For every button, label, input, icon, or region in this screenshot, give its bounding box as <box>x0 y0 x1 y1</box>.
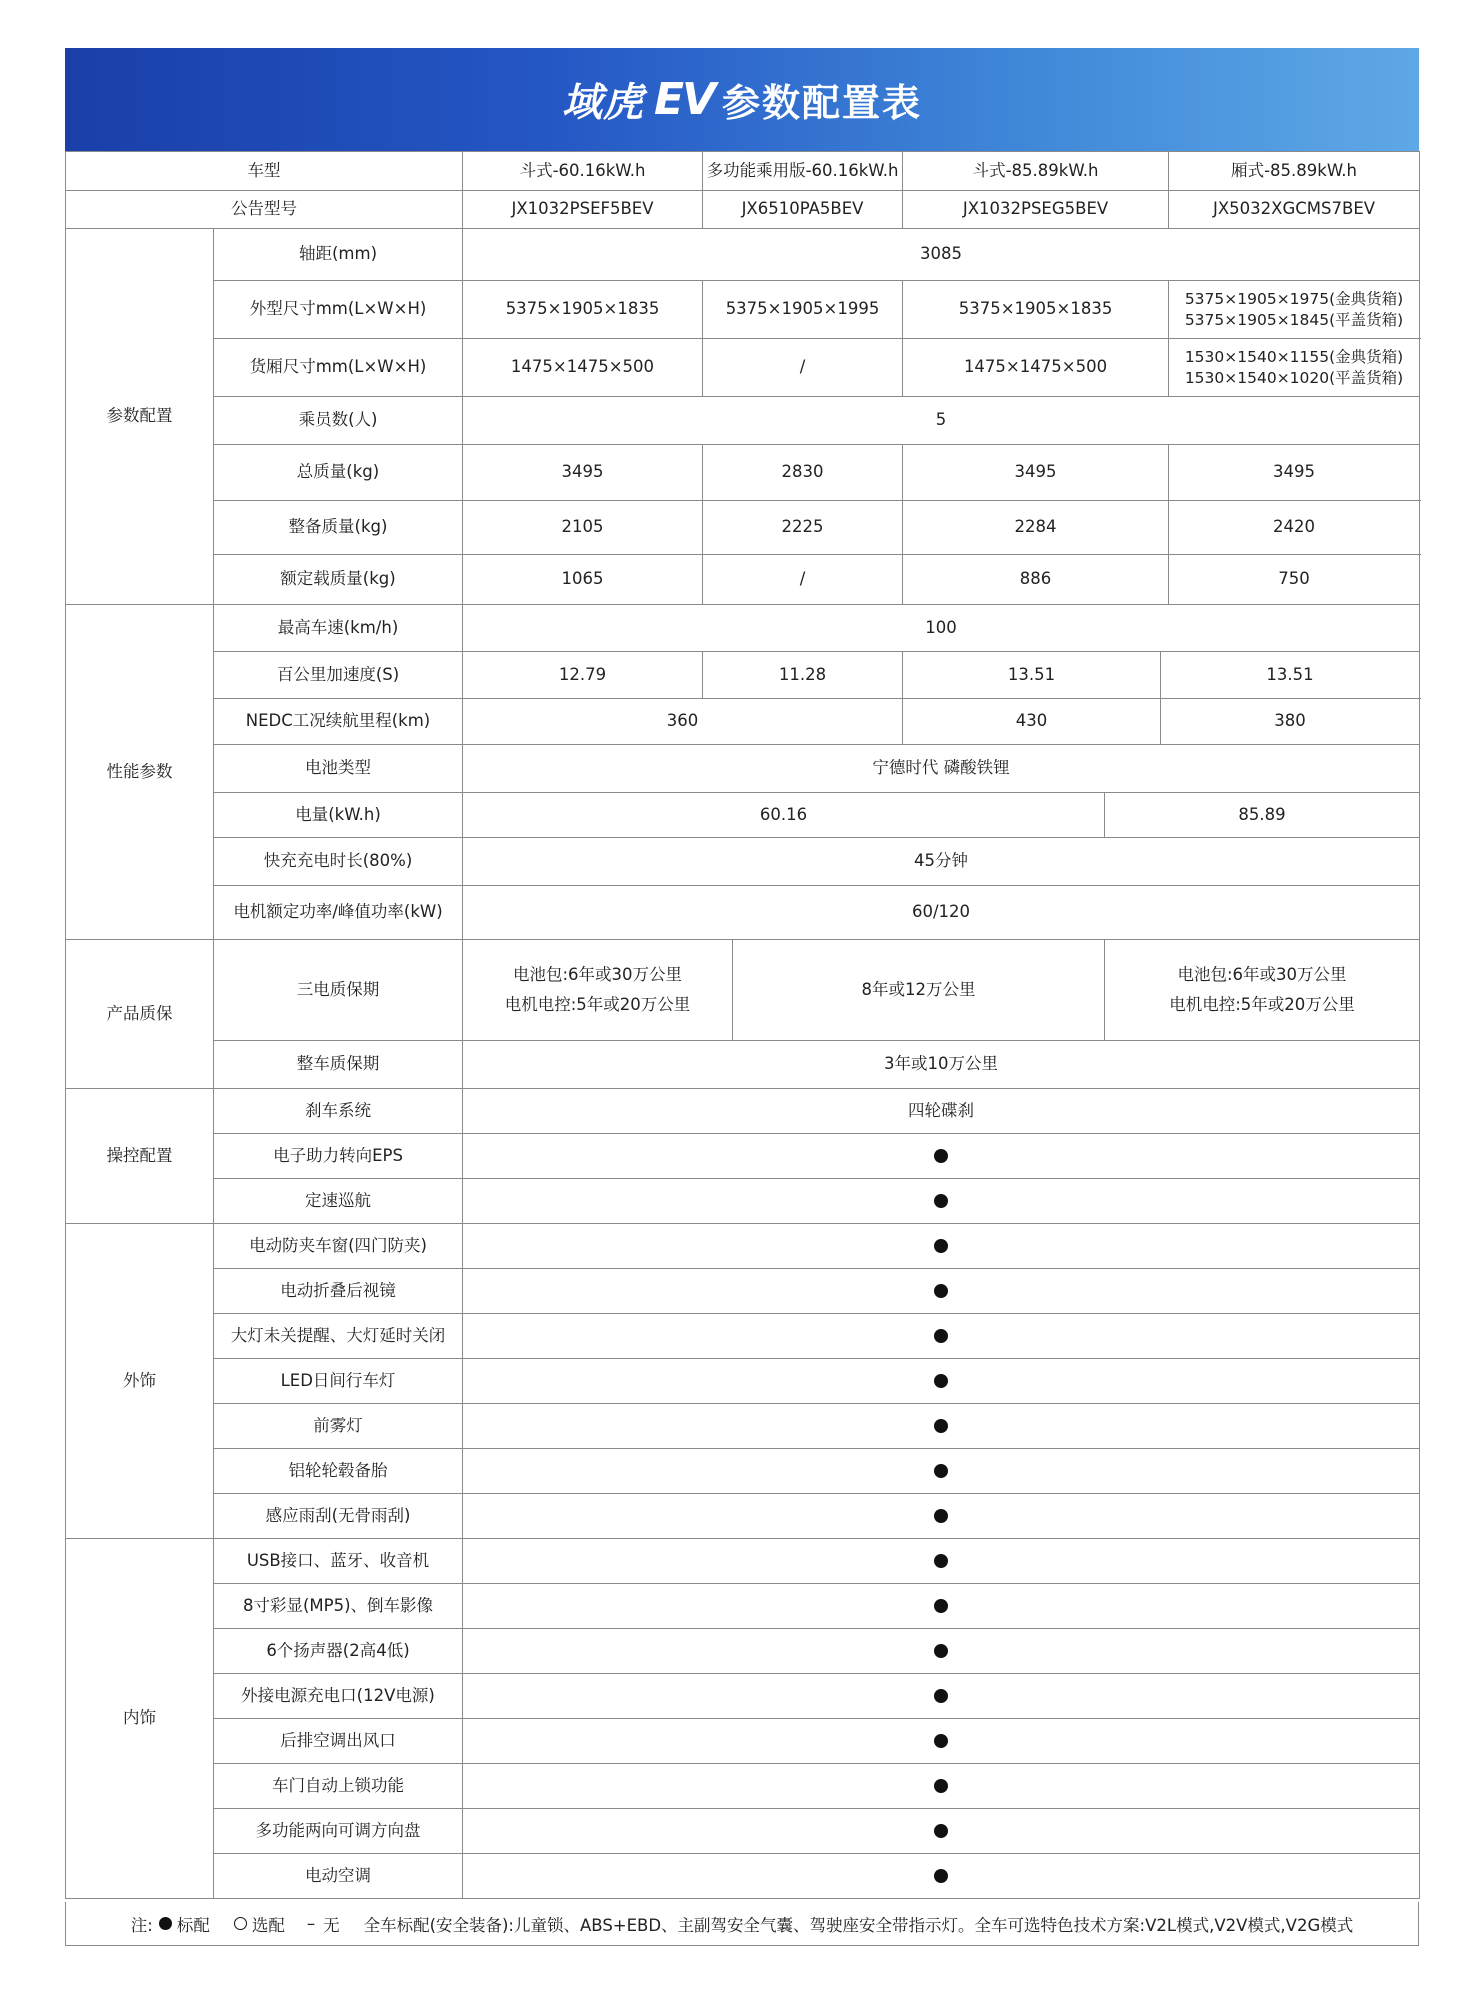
cell-value: 8年或12万公里 <box>733 940 1105 1041</box>
model-name: 斗式-85.89kW.h <box>903 152 1169 191</box>
table-row <box>66 1449 1420 1494</box>
cell-value: 5375×1905×1835 <box>903 281 1169 339</box>
cell-value: 3年或10万公里 <box>463 1041 1420 1089</box>
row-label: 总质量(kg) <box>214 445 463 501</box>
standard-dot-icon <box>934 1194 948 1208</box>
row-label: 电动折叠后视镜 <box>214 1269 463 1314</box>
cell-line: 电机电控:5年或20万公里 <box>1169 995 1355 1014</box>
standard-dot-icon <box>934 1779 948 1793</box>
note-optional: 选配 <box>251 1915 285 1935</box>
model-name: 斗式-60.16kW.h <box>463 152 703 191</box>
title-banner <box>65 48 1419 151</box>
standard-mark <box>463 1674 1420 1719</box>
standard-dot-icon <box>934 1869 948 1883</box>
standard-dot-icon <box>934 1509 948 1523</box>
cell-value: 886 <box>903 555 1169 605</box>
row-label: USB接口、蓝牙、收音机 <box>214 1539 463 1584</box>
row-label: 感应雨刮(无骨雨刮) <box>214 1494 463 1539</box>
row-label: 外接电源充电口(12V电源) <box>214 1674 463 1719</box>
cell-value-multiline <box>1169 339 1420 397</box>
cell-value: 2284 <box>903 501 1169 555</box>
standard-mark <box>463 1854 1420 1899</box>
standard-mark <box>463 1584 1420 1629</box>
table-row <box>66 1269 1420 1314</box>
standard-dot-icon <box>934 1554 948 1568</box>
table-row <box>66 281 1420 339</box>
row-label: 多功能两向可调方向盘 <box>214 1809 463 1854</box>
row-label: 乘员数(人) <box>214 397 463 445</box>
standard-mark <box>463 1134 1420 1179</box>
table-row <box>66 1041 1420 1089</box>
row-label: 车门自动上锁功能 <box>214 1764 463 1809</box>
cell-line: 5375×1905×1845(平盖货箱) <box>1184 310 1404 329</box>
model-name: 厢式-85.89kW.h <box>1169 152 1420 191</box>
table-row <box>66 940 1420 1041</box>
cell-line: 电池包:6年或30万公里 <box>512 964 683 984</box>
spec-table <box>65 151 1420 1899</box>
notice-label: 公告型号 <box>66 191 463 229</box>
standard-mark <box>463 1269 1420 1314</box>
standard-mark <box>463 1494 1420 1539</box>
table-row <box>66 1764 1420 1809</box>
row-label: 三电质保期 <box>214 940 463 1041</box>
row-label: 最高车速(km/h) <box>214 605 463 652</box>
cell-value: 3085 <box>463 229 1420 281</box>
standard-mark <box>463 1539 1420 1584</box>
standard-dot-icon <box>159 1917 172 1930</box>
standard-mark <box>463 1179 1420 1224</box>
cell-value: 5375×1905×1995 <box>703 281 903 339</box>
row-label: 额定载质量(kg) <box>214 555 463 605</box>
row-label: 电池类型 <box>214 745 463 793</box>
cell-value: 3495 <box>463 445 703 501</box>
standard-mark <box>463 1719 1420 1764</box>
row-label: 整车质保期 <box>214 1041 463 1089</box>
table-row <box>66 152 1420 191</box>
cell-value-multiline <box>463 940 733 1041</box>
standard-dot-icon <box>934 1644 948 1658</box>
table-row <box>66 745 1420 793</box>
row-label: 电量(kW.h) <box>214 793 463 838</box>
cell-value: 2830 <box>703 445 903 501</box>
cell-value: 1475×1475×500 <box>903 339 1169 397</box>
notice-model: JX5032XGCMS7BEV <box>1169 191 1420 229</box>
table-row <box>66 191 1420 229</box>
cell-line: 1530×1540×1155(金典货箱) <box>1184 347 1404 366</box>
cell-value-multiline <box>1105 940 1420 1041</box>
note-standard: 标配 <box>176 1915 210 1935</box>
cell-line: 电机电控:5年或20万公里 <box>504 995 691 1014</box>
note-none: 无 <box>323 1915 340 1935</box>
cell-value: / <box>703 339 903 397</box>
model-label: 车型 <box>66 152 463 191</box>
table-row <box>66 793 1420 838</box>
ev-logo: EV <box>653 74 715 125</box>
table-row <box>66 1629 1420 1674</box>
table-row <box>66 555 1420 605</box>
note-text: 全车标配(安全装备):儿童锁、ABS+EBD、主副驾安全气囊、驾驶座安全带指示灯。全车可选特色技术方案:V2L模式,V2V模式,V2G模式 <box>363 1915 1354 1935</box>
table-row <box>66 1404 1420 1449</box>
table-row <box>66 1539 1420 1584</box>
table-row <box>66 1179 1420 1224</box>
row-label: 后排空调出风口 <box>214 1719 463 1764</box>
category-control: 操控配置 <box>66 1089 214 1224</box>
cell-value: 45分钟 <box>463 838 1420 886</box>
cell-value: 3495 <box>903 445 1169 501</box>
standard-mark <box>463 1629 1420 1674</box>
cell-value: 2225 <box>703 501 903 555</box>
row-label: 百公里加速度(S) <box>214 652 463 699</box>
cell-value: 13.51 <box>1161 652 1420 699</box>
table-row <box>66 397 1420 445</box>
row-label: 整备质量(kg) <box>214 501 463 555</box>
cell-value: 85.89 <box>1105 793 1420 838</box>
standard-dot-icon <box>934 1149 948 1163</box>
table-row <box>66 1494 1420 1539</box>
row-label: 6个扬声器(2高4低) <box>214 1629 463 1674</box>
standard-dot-icon <box>934 1734 948 1748</box>
cell-value: 60.16 <box>463 793 1105 838</box>
standard-dot-icon <box>934 1329 948 1343</box>
standard-dot-icon <box>934 1419 948 1433</box>
row-label: 电机额定功率/峰值功率(kW) <box>214 886 463 940</box>
standard-dot-icon <box>934 1284 948 1298</box>
standard-dot-icon <box>934 1689 948 1703</box>
category-performance: 性能参数 <box>66 605 214 940</box>
cell-value: 360 <box>463 699 903 745</box>
table-row <box>66 1809 1420 1854</box>
standard-mark <box>463 1764 1420 1809</box>
row-label: 轴距(mm) <box>214 229 463 281</box>
table-row <box>66 1224 1420 1269</box>
table-row <box>66 229 1420 281</box>
table-row <box>66 1314 1420 1359</box>
standard-mark <box>463 1809 1420 1854</box>
row-label: 定速巡航 <box>214 1179 463 1224</box>
row-label: 大灯未关提醒、大灯延时关闭 <box>214 1314 463 1359</box>
row-label: NEDC工况续航里程(km) <box>214 699 463 745</box>
cell-value-multiline <box>1169 281 1420 339</box>
category-interior: 内饰 <box>66 1539 214 1899</box>
standard-mark <box>463 1359 1420 1404</box>
category-warranty: 产品质保 <box>66 940 214 1089</box>
cell-value: 11.28 <box>703 652 903 699</box>
cell-value: 2420 <box>1169 501 1420 555</box>
cell-value: 宁德时代 磷酸铁锂 <box>463 745 1420 793</box>
row-label: 快充充电时长(80%) <box>214 838 463 886</box>
row-label: LED日间行车灯 <box>214 1359 463 1404</box>
row-label: 电动空调 <box>214 1854 463 1899</box>
table-row <box>66 652 1420 699</box>
standard-dot-icon <box>934 1824 948 1838</box>
row-label: 前雾灯 <box>214 1404 463 1449</box>
optional-circle-icon <box>234 1917 247 1930</box>
cell-value: 3495 <box>1169 445 1420 501</box>
standard-mark <box>463 1404 1420 1449</box>
none-dash-icon: – <box>306 1914 316 1933</box>
table-row <box>66 1584 1420 1629</box>
cell-line: 电池包:6年或30万公里 <box>1177 964 1347 984</box>
cell-value: 100 <box>463 605 1420 652</box>
row-label: 电动防夹车窗(四门防夹) <box>214 1224 463 1269</box>
cell-value: 12.79 <box>463 652 703 699</box>
row-label: 货厢尺寸mm(L×W×H) <box>214 339 463 397</box>
standard-dot-icon <box>934 1374 948 1388</box>
table-row <box>66 699 1420 745</box>
page-title <box>562 71 922 128</box>
table-row <box>66 838 1420 886</box>
category-params: 参数配置 <box>66 229 214 605</box>
table-row <box>66 1134 1420 1179</box>
notice-model: JX1032PSEG5BEV <box>903 191 1169 229</box>
table-row <box>66 339 1420 397</box>
cell-value: 380 <box>1161 699 1420 745</box>
standard-mark <box>463 1314 1420 1359</box>
table-row <box>66 1089 1420 1134</box>
cell-value: 5 <box>463 397 1420 445</box>
title-text: 参数配置表 <box>722 81 923 125</box>
cell-value: 四轮碟刹 <box>463 1089 1420 1134</box>
row-label: 铝轮轮毂备胎 <box>214 1449 463 1494</box>
cell-value: / <box>703 555 903 605</box>
notice-model: JX6510PA5BEV <box>703 191 903 229</box>
cell-line: 5375×1905×1975(金典货箱) <box>1184 289 1404 308</box>
table-row <box>66 1674 1420 1719</box>
row-label: 外型尺寸mm(L×W×H) <box>214 281 463 339</box>
row-label: 电子助力转向EPS <box>214 1134 463 1179</box>
cell-value: 2105 <box>463 501 703 555</box>
cell-value: 60/120 <box>463 886 1420 940</box>
table-row <box>66 1359 1420 1404</box>
standard-mark <box>463 1224 1420 1269</box>
standard-dot-icon <box>934 1464 948 1478</box>
table-row <box>66 1719 1420 1764</box>
cell-value: 1065 <box>463 555 703 605</box>
brand-name: 域虎 <box>561 80 644 126</box>
standard-dot-icon <box>934 1239 948 1253</box>
cell-value: 13.51 <box>903 652 1161 699</box>
footnote <box>65 1902 1419 1946</box>
model-name: 多功能乘用版-60.16kW.h <box>703 152 903 191</box>
standard-dot-icon <box>934 1599 948 1613</box>
note-prefix: 注: <box>130 1915 153 1935</box>
cell-value: 1475×1475×500 <box>463 339 703 397</box>
cell-value: 750 <box>1169 555 1420 605</box>
cell-value: 5375×1905×1835 <box>463 281 703 339</box>
row-label: 刹车系统 <box>214 1089 463 1134</box>
category-exterior: 外饰 <box>66 1224 214 1539</box>
notice-model: JX1032PSEF5BEV <box>463 191 703 229</box>
cell-line: 1530×1540×1020(平盖货箱) <box>1184 368 1404 387</box>
table-row <box>66 501 1420 555</box>
row-label: 8寸彩显(MP5)、倒车影像 <box>214 1584 463 1629</box>
table-row <box>66 605 1420 652</box>
table-row <box>66 445 1420 501</box>
table-row <box>66 1854 1420 1899</box>
standard-mark <box>463 1449 1420 1494</box>
table-row <box>66 886 1420 940</box>
cell-value: 430 <box>903 699 1161 745</box>
